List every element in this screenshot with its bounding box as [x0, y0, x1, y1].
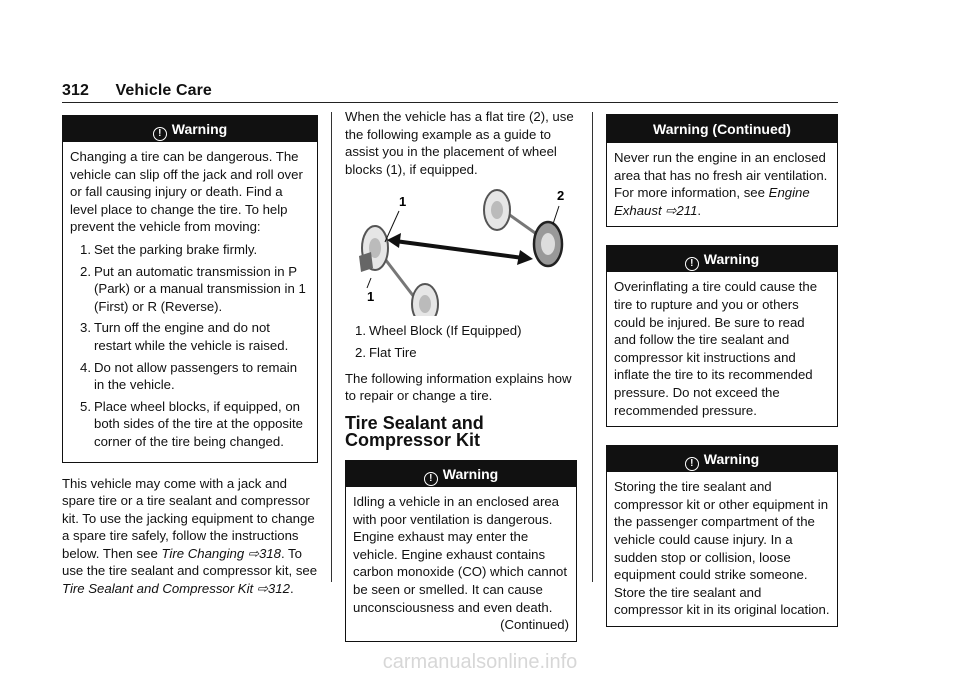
step-text: Set the parking brake firmly.	[94, 241, 258, 257]
warning-box-tire-changing	[62, 115, 318, 463]
paragraph-text: . To use the tire sealant and compressor kit, see	[62, 545, 318, 579]
link-page: 211	[676, 202, 698, 218]
warning-title: Warning	[703, 251, 760, 268]
running-header	[62, 82, 212, 100]
jack-paragraph	[62, 475, 318, 598]
warning-header	[607, 246, 837, 272]
warning-body: Idling a vehicle in an enclosed area with poor ventilation is dangerous. Engine exhaust may enter the vehicle. Engine exhaust contains carbon monoxide (CO) which cannot be seen or smelled. It can cause unconsciousness and even death.	[353, 493, 568, 615]
column-divider-1	[331, 112, 332, 582]
warning-title: Warning	[703, 451, 760, 468]
wheel-block-diagram	[345, 186, 577, 316]
continued-label: (Continued)	[500, 617, 569, 633]
page-ref-icon: ⇨	[665, 202, 677, 218]
warning-title: Warning (Continued)	[653, 121, 791, 137]
figure-legend	[345, 322, 577, 361]
list-item	[70, 319, 310, 354]
arrow-head-left	[387, 233, 401, 248]
watermark: carmanualsonline.info	[382, 651, 578, 673]
list-item	[70, 359, 310, 394]
figure-label-1: 1	[399, 194, 407, 210]
step-text: Do not allow passengers to remain in the vehicle.	[94, 359, 298, 393]
legend-text: Wheel Block (If Equipped)	[369, 323, 522, 339]
step-text: Turn off the engine and do not restart while the vehicle is raised.	[94, 320, 289, 353]
warning-body	[614, 149, 830, 219]
warning-text: Never run the engine in an enclosed area that has no fresh air ventilation. For more information, see	[614, 150, 828, 201]
warning-icon: !	[685, 457, 699, 471]
warning-header	[607, 115, 837, 143]
warning-header	[607, 446, 837, 472]
warning-box-exhaust	[345, 460, 577, 642]
warning-header	[346, 461, 576, 487]
legend-number: 2.	[355, 344, 366, 360]
list-item	[70, 263, 310, 316]
list-item	[70, 398, 310, 451]
figure-label-2: 2	[557, 188, 565, 204]
callout-line	[553, 206, 559, 224]
list-item	[345, 344, 577, 362]
link-tire-changing[interactable]	[161, 546, 280, 561]
warning-box-overinflation	[606, 245, 838, 427]
section-title: Tire Sealant and Compressor Kit	[345, 412, 484, 451]
link-title: Tire Changing	[161, 545, 245, 561]
legend-text: Flat Tire	[369, 344, 417, 360]
warning-box-storage	[606, 445, 838, 627]
warning-box-continued	[606, 114, 838, 227]
list-item	[70, 241, 310, 259]
warning-text: .	[697, 202, 702, 218]
paragraph-text: .	[289, 581, 294, 597]
warning-icon: !	[153, 127, 167, 141]
list-item	[345, 322, 577, 340]
column-3	[606, 114, 838, 627]
link-page: 312	[267, 581, 290, 597]
arrow-head-right	[517, 250, 533, 265]
step-number: 2.	[80, 263, 91, 279]
wheel-block-intro: When the vehicle has a flat tire (2), use the following example as a guide to assist you in the placement of wheel blocks (1), if equipped.	[345, 109, 574, 177]
warning-steps	[70, 241, 310, 451]
link-title: Tire Sealant and Compressor Kit	[62, 581, 254, 597]
callout-line	[367, 278, 371, 288]
column-1	[62, 115, 318, 598]
column-divider-2	[592, 112, 593, 582]
warning-title: Warning	[171, 121, 228, 137]
link-tire-sealant-kit[interactable]	[62, 581, 290, 596]
header-rule	[62, 102, 838, 103]
step-number: 5.	[80, 398, 91, 414]
step-text: Put an automatic transmission in P (Park) or a manual transmission in 1 (First) or R (Reverse).	[94, 263, 306, 314]
repair-intro: The following information explains how to repair or change a tire.	[345, 370, 572, 404]
warning-body: Storing the tire sealant and compressor kit or other equipment in the passenger compartment of the vehicle could cause injury. In a sudden stop or collision, loose equipment could strike someone. Store the tire sealant and compressor kit in its original location.	[614, 479, 830, 618]
wheel-hub	[419, 295, 431, 313]
warning-header	[63, 116, 317, 142]
link-title: Engine Exhaust	[614, 185, 810, 218]
section-name: Vehicle Care	[115, 82, 212, 99]
wheel-hub	[541, 233, 555, 255]
column-2	[345, 108, 577, 642]
page-ref-icon: ⇨	[247, 545, 259, 561]
page-ref-icon: ⇨	[256, 581, 268, 597]
legend-number: 1.	[355, 323, 366, 339]
step-text: Place wheel blocks, if equipped, on both sides of the tire at the opposite corner of the tire being changed.	[94, 398, 303, 449]
wheel-hub	[491, 201, 503, 219]
step-number: 3.	[80, 320, 91, 336]
warning-intro: Changing a tire can be dangerous. The vehicle can slip off the jack and roll over or fall causing injury or death. Find a level place to change the tire. To help prevent the vehicle from moving:	[70, 149, 303, 235]
warning-icon: !	[424, 472, 438, 486]
double-arrow	[395, 241, 523, 258]
link-page: 318	[258, 545, 281, 561]
figure-label-1: 1	[367, 289, 375, 305]
step-number: 1.	[80, 241, 91, 257]
warning-body: Overinflating a tire could cause the tire to rupture and you or others could be injured. Be sure to read and follow the tire sealant and compressor kit instructions and inflate the tire to its recommended pressure. Do not exceed the recommended pressure.	[614, 279, 818, 418]
warning-title: Warning	[442, 465, 499, 482]
paragraph-text: This vehicle may come with a jack and spare tire or a tire sealant and compressor kit. To use the jacking equipment to change a spare tire safely, follow the instructions below. Then see	[62, 475, 315, 561]
warning-icon: !	[685, 257, 699, 271]
step-number: 4.	[80, 359, 91, 375]
page-number: 312	[62, 82, 89, 99]
